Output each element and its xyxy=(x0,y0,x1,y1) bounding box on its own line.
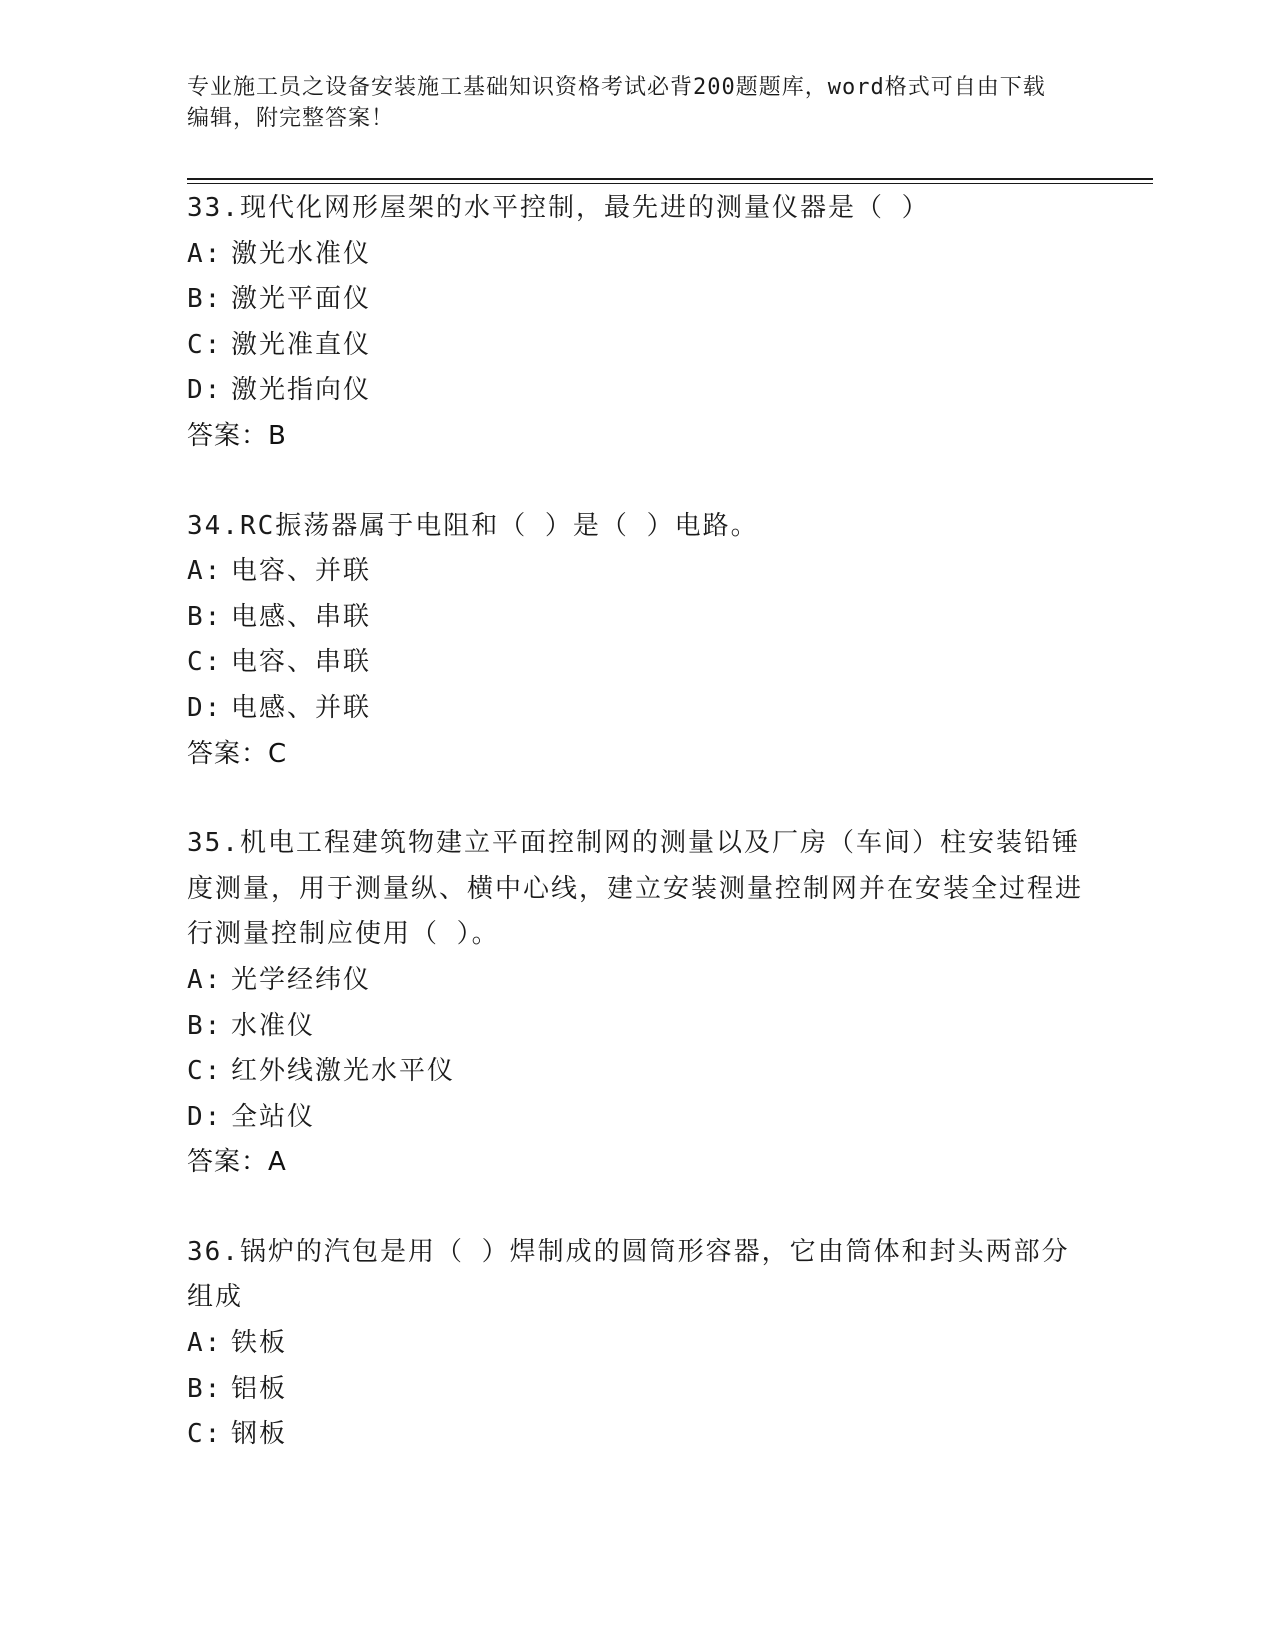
option-a xyxy=(187,232,1087,278)
option-letter: A: xyxy=(187,1328,223,1359)
question-34 xyxy=(187,504,1087,778)
question-text: 36.锅炉的汽包是用（ ）焊制成的圆筒形容器，它由筒体和封头两部分组成 xyxy=(187,1236,1070,1313)
option-text: 电感、并联 xyxy=(231,692,372,723)
option-b xyxy=(187,1004,1087,1050)
option-text: 光学经纬仪 xyxy=(231,964,372,995)
option-letter: A: xyxy=(187,238,223,269)
header-divider-thin xyxy=(187,183,1153,184)
option-text: 激光指向仪 xyxy=(231,375,372,406)
option-letter: B: xyxy=(187,284,223,315)
option-text: 水准仪 xyxy=(231,1010,316,1041)
option-letter: C: xyxy=(187,1056,223,1087)
question-text: 34.RC振荡器属于电阻和（ ）是（ ）电路。 xyxy=(187,510,759,541)
question-text: 33.现代化网形屋架的水平控制，最先进的测量仪器是（ ） xyxy=(187,193,930,223)
option-text: 铝板 xyxy=(231,1373,288,1404)
question-36 xyxy=(187,1230,1087,1458)
option-c xyxy=(187,1049,1087,1095)
option-letter: B: xyxy=(187,1373,223,1404)
answer-line: 答案：A xyxy=(187,1147,287,1178)
option-a xyxy=(187,958,1087,1004)
option-text: 钢板 xyxy=(231,1419,288,1450)
option-letter: C: xyxy=(187,1419,223,1450)
option-letter: C: xyxy=(187,647,223,678)
question-list xyxy=(187,186,1087,1502)
option-a xyxy=(187,549,1087,595)
question-35 xyxy=(187,821,1087,1186)
option-c xyxy=(187,323,1087,369)
option-letter: B: xyxy=(187,1010,223,1041)
document-header: 专业施工员之设备安装施工基础知识资格考试必背200题题库，word格式可自由下载编辑，附完整答案！ xyxy=(187,75,1046,131)
option-text: 激光水准仪 xyxy=(231,238,372,269)
answer-line: 答案：C xyxy=(187,738,288,769)
option-b xyxy=(187,595,1087,641)
option-a xyxy=(187,1321,1087,1367)
option-text: 激光准直仪 xyxy=(231,329,372,360)
option-text: 全站仪 xyxy=(231,1101,316,1132)
option-c xyxy=(187,1412,1087,1458)
option-text: 电容、并联 xyxy=(231,556,372,587)
answer-line: 答案：B xyxy=(187,420,287,451)
option-letter: D: xyxy=(187,1101,223,1132)
option-text: 铁板 xyxy=(231,1328,288,1359)
option-letter: A: xyxy=(187,556,223,587)
option-c xyxy=(187,640,1087,686)
option-d xyxy=(187,686,1087,732)
option-letter: B: xyxy=(187,601,223,632)
option-letter: A: xyxy=(187,964,223,995)
option-letter: C: xyxy=(187,329,223,360)
question-33 xyxy=(187,186,1087,460)
option-d xyxy=(187,1095,1087,1141)
option-text: 电感、串联 xyxy=(231,601,372,632)
option-text: 红外线激光水平仪 xyxy=(231,1056,456,1087)
option-text: 电容、串联 xyxy=(231,647,372,678)
option-b xyxy=(187,277,1087,323)
option-b xyxy=(187,1367,1087,1413)
option-letter: D: xyxy=(187,692,223,723)
option-text: 激光平面仪 xyxy=(231,284,372,315)
header-divider-thick xyxy=(187,178,1153,180)
option-d xyxy=(187,368,1087,414)
option-letter: D: xyxy=(187,375,223,406)
question-text: 35.机电工程建筑物建立平面控制网的测量以及厂房（车间）柱安装铅锤度测量，用于测量纵、横中心线，建立安装测量控制网并在安装全过程进行测量控制应使用（ ）。 xyxy=(187,828,1084,950)
